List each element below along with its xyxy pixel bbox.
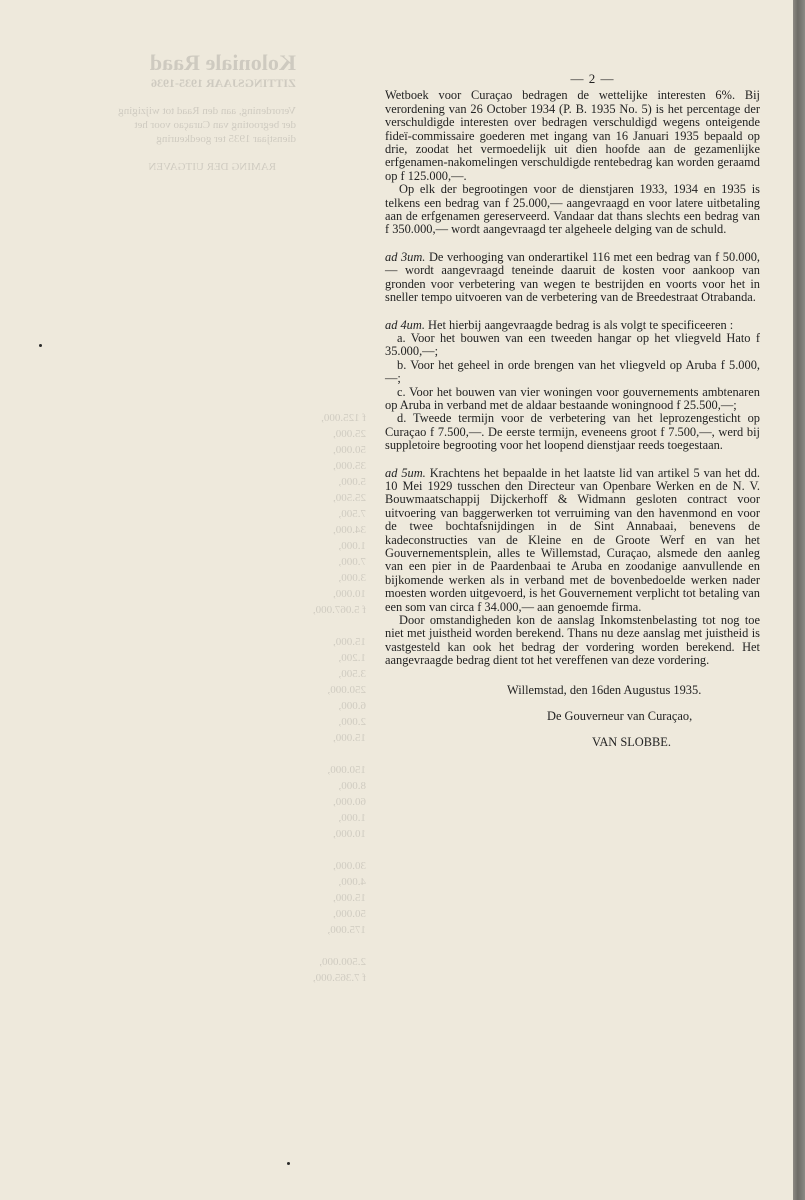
bleed-through-text: Koloniale Raad ZITTINGSJAAR 1935-1936 Verordening, aan den Raad tot wijziging der begrooting van Curaçao voor het dienstjaar 1935 ter goedkeuring RAMING DER UITGAVEN f 125.000, 25.000, 50.000, 35.000, 5.000, 25.500, 7.500, 34.000, 1.000, 7.000, 3.000, 10.000, f 5.067.000, 15.000, 1.200, 3.500, 250.000, 6.000, 2.000, 15.000, 150.000, 8.000, 60.000, 1.000, 10.000, 30.000, 4.000, 15.000, 50.000, 175.000, 2.500.000, f 7.365.000, bbox=[118, 50, 366, 984]
signature-title: De Gouverneur van Curaçao, bbox=[547, 708, 693, 723]
section-ad-4um bbox=[385, 319, 760, 332]
page-speck bbox=[39, 344, 42, 347]
section-ad-3um bbox=[385, 251, 760, 305]
section-label: ad 3um. bbox=[385, 249, 426, 264]
page-number: — 2 — bbox=[570, 71, 615, 86]
page-edge-shadow bbox=[793, 0, 805, 1200]
section-ad-5um bbox=[385, 467, 760, 614]
paragraph-interest: Wetboek voor Curaçao bedragen de wettelijke interesten 6%. Bij verordening van 26 October 1934 (P. B. 1935 No. 5) is het percentage der verschuldigde interesten over bedragen verschuldigd wegens onteigende fideï-commissaire goederen met ingang van 16 Januari 1935 bepaald op drie, zoodat het vermoedelijk uit dien hoofde aan de gezamenlijke erfgenamen-nakomelingen verschuldigde rentebedrag kan worden geraamd op f 125.000,—. bbox=[385, 88, 760, 183]
paragraph-budgets: Op elk der begrootingen voor de dienstjaren 1933, 1934 en 1935 is telkens een bedrag van f 25.000,— aangevraagd en voor latere uitbetaling aan de erfgenamen gereserveerd. Vandaar dat thans slechts een bedrag van f 350.000,— wordt aangevraagd ter algeheele delging van de schuld. bbox=[385, 182, 760, 237]
signature-place-date: Willemstad, den 16den Augustus 1935. bbox=[507, 682, 702, 697]
section-label: ad 4um. bbox=[385, 317, 425, 332]
list-item-c: c. Voor het bouwen van vier woningen voor gouvernements ambtenaren op Aruba in verband met de aldaar bestaande woningnood f 25.500,—; bbox=[385, 384, 760, 412]
signature-name: VAN SLOBBE. bbox=[592, 734, 671, 749]
document-body bbox=[385, 72, 760, 750]
list-item-b: b. Voor het geheel in orde brengen van het vliegveld op Aruba f 5.000,—; bbox=[385, 357, 760, 386]
paragraph-income-tax: Door omstandigheden kon de aanslag Inkomstenbelasting tot nog toe niet met juistheid worden berekend. Thans nu deze aanslag met juistheid is vastgesteld kan ook het bedrag der vordering worden berekend. Het aangevraagde bedrag dient tot het vereffenen van deze vordering. bbox=[385, 613, 760, 668]
list-item-d: d. Tweede termijn voor de verbetering van het leprozengesticht op Curaçao f 7.500,—. De eerste termijn, eveneens groot f 7.500,—, werd bij suppletoire begrooting voor het loopend dienstjaar reeds toegestaan. bbox=[385, 411, 760, 453]
page-speck bbox=[287, 1162, 290, 1165]
list-item-a: a. Voor het bouwen van een tweeden hangar op het vliegveld Hato f 35.000,—; bbox=[385, 330, 760, 359]
section-text: Het hierbij aangevraagde bedrag is als volgt te specificeeren : bbox=[424, 317, 734, 332]
section-text: Krachtens het bepaalde in het laatste lid van artikel 5 van het dd. 10 Mei 1929 tusschen den Directeur van Openbare Werken en de N. V. Bouwmaatschappij Dijckerhoff & Widmann gesloten contract voor uitvoering van baggerwerken tot verruiming van den havenmond en voor de twee bochtafsnijdingen in de Sint Annabaai, benevens de kadeconstructies van de Kleine en de Groote Werf en van het Gouvernementsplein, alles te Willemstad, Curaçao, alsmede den aanleg van een pier in de Paardenbaai te Aruba en zoodanige aanvullende en bijkomende werken als in verband met de bovenbedoelde werken nader moesten worden uitgevoerd, is het Gouvernement verplicht tot betaling van een som van circa f 34.000,— aan genoemde firma. bbox=[385, 465, 760, 614]
section-text: De verhooging van onderartikel 116 met een bedrag van f 50.000,— wordt aangevraagd teneinde daaruit de kosten voor aankoop van gronden voor verbetering van wegen te bestrijden en voorts voor het in sneller tempo uitvoeren van de verbetering van de Breedestraat Otrabanda. bbox=[385, 249, 760, 305]
section-label: ad 5um. bbox=[385, 465, 426, 480]
